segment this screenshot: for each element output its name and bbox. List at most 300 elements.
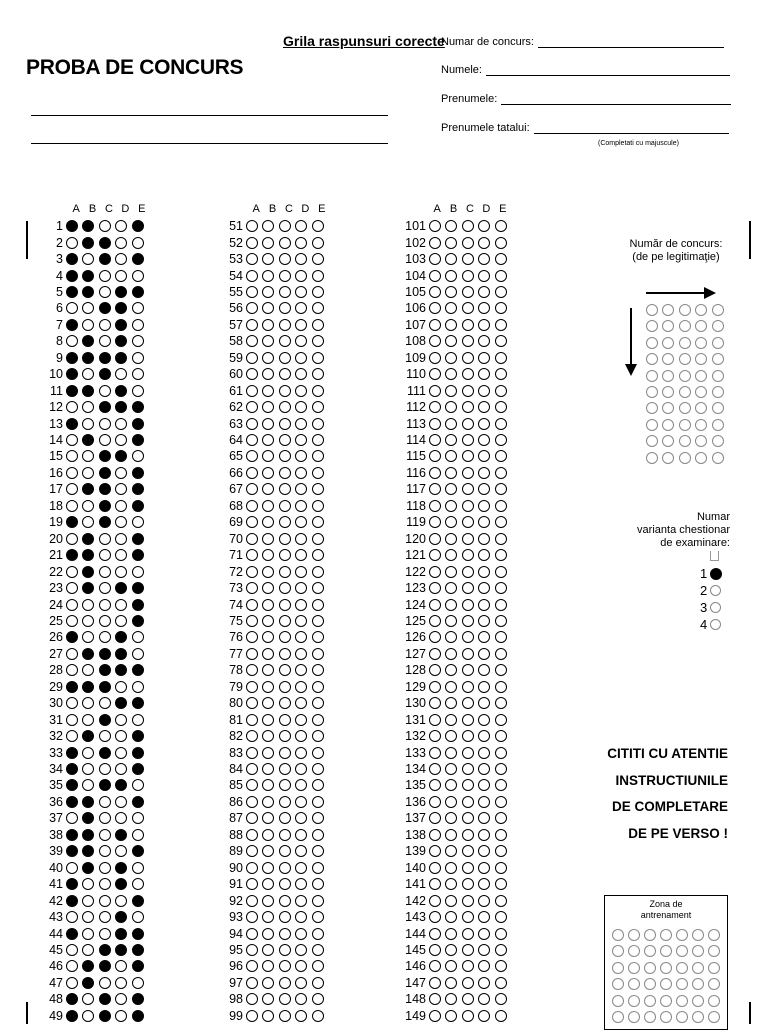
answer-bubble-c[interactable] — [462, 763, 474, 775]
answer-bubble-d[interactable] — [295, 763, 307, 775]
answer-bubble-b[interactable] — [262, 993, 274, 1005]
answer-bubble-a[interactable] — [246, 829, 258, 841]
grid-bubble[interactable] — [679, 304, 691, 316]
answer-bubble-c[interactable] — [279, 977, 291, 989]
answer-bubble-b[interactable] — [262, 960, 274, 972]
answer-bubble-e[interactable] — [312, 368, 324, 380]
answer-bubble-a[interactable] — [429, 681, 441, 693]
answer-bubble-e[interactable] — [495, 566, 507, 578]
grid-bubble[interactable] — [646, 435, 658, 447]
answer-bubble-b[interactable] — [262, 944, 274, 956]
answer-bubble-e[interactable] — [495, 467, 507, 479]
grid-bubble[interactable] — [695, 353, 707, 365]
answer-bubble-d[interactable] — [295, 450, 307, 462]
answer-bubble-a[interactable] — [429, 253, 441, 265]
answer-bubble-e[interactable] — [312, 516, 324, 528]
answer-bubble-d[interactable] — [115, 664, 127, 676]
grid-bubble[interactable] — [662, 353, 674, 365]
answer-bubble-c[interactable] — [99, 401, 111, 413]
answer-bubble-a[interactable] — [66, 812, 78, 824]
answer-bubble-c[interactable] — [99, 697, 111, 709]
answer-bubble-a[interactable] — [246, 911, 258, 923]
answer-bubble-e[interactable] — [312, 845, 324, 857]
answer-bubble-a[interactable] — [429, 516, 441, 528]
answer-bubble-d[interactable] — [295, 533, 307, 545]
answer-bubble-c[interactable] — [279, 302, 291, 314]
answer-bubble-a[interactable] — [246, 549, 258, 561]
answer-bubble-e[interactable] — [312, 878, 324, 890]
answer-bubble-d[interactable] — [115, 631, 127, 643]
variant-bubble[interactable] — [710, 568, 722, 580]
answer-bubble-b[interactable] — [445, 895, 457, 907]
answer-bubble-c[interactable] — [99, 895, 111, 907]
answer-bubble-c[interactable] — [99, 714, 111, 726]
answer-bubble-a[interactable] — [66, 467, 78, 479]
answer-bubble-b[interactable] — [445, 697, 457, 709]
grid-bubble[interactable] — [628, 1011, 640, 1023]
answer-bubble-d[interactable] — [478, 302, 490, 314]
answer-bubble-d[interactable] — [478, 533, 490, 545]
answer-bubble-b[interactable] — [82, 599, 94, 611]
answer-bubble-b[interactable] — [82, 977, 94, 989]
answer-bubble-d[interactable] — [295, 812, 307, 824]
answer-bubble-b[interactable] — [262, 302, 274, 314]
answer-bubble-e[interactable] — [495, 993, 507, 1005]
answer-bubble-c[interactable] — [99, 747, 111, 759]
grid-bubble[interactable] — [662, 370, 674, 382]
answer-bubble-e[interactable] — [132, 434, 144, 446]
answer-bubble-c[interactable] — [462, 648, 474, 660]
answer-bubble-d[interactable] — [295, 648, 307, 660]
answer-bubble-b[interactable] — [82, 483, 94, 495]
answer-bubble-e[interactable] — [495, 845, 507, 857]
answer-bubble-a[interactable] — [246, 483, 258, 495]
answer-bubble-e[interactable] — [312, 730, 324, 742]
answer-bubble-a[interactable] — [66, 418, 78, 430]
grid-bubble[interactable] — [612, 945, 624, 957]
answer-bubble-b[interactable] — [82, 763, 94, 775]
answer-bubble-c[interactable] — [99, 977, 111, 989]
answer-bubble-b[interactable] — [82, 845, 94, 857]
answer-bubble-b[interactable] — [445, 862, 457, 874]
grid-bubble[interactable] — [660, 945, 672, 957]
answer-bubble-d[interactable] — [478, 648, 490, 660]
answer-bubble-e[interactable] — [132, 418, 144, 430]
answer-bubble-e[interactable] — [495, 730, 507, 742]
answer-bubble-c[interactable] — [279, 401, 291, 413]
answer-bubble-c[interactable] — [462, 434, 474, 446]
answer-bubble-c[interactable] — [279, 730, 291, 742]
answer-bubble-a[interactable] — [429, 599, 441, 611]
answer-bubble-a[interactable] — [429, 401, 441, 413]
answer-bubble-d[interactable] — [478, 467, 490, 479]
answer-bubble-b[interactable] — [262, 434, 274, 446]
grid-bubble[interactable] — [646, 370, 658, 382]
answer-bubble-d[interactable] — [295, 862, 307, 874]
answer-bubble-b[interactable] — [262, 681, 274, 693]
answer-bubble-b[interactable] — [82, 253, 94, 265]
answer-bubble-d[interactable] — [295, 500, 307, 512]
answer-bubble-d[interactable] — [478, 450, 490, 462]
answer-bubble-a[interactable] — [246, 566, 258, 578]
answer-bubble-d[interactable] — [115, 533, 127, 545]
answer-bubble-d[interactable] — [478, 582, 490, 594]
answer-bubble-b[interactable] — [82, 582, 94, 594]
answer-bubble-b[interactable] — [445, 582, 457, 594]
answer-bubble-b[interactable] — [262, 418, 274, 430]
answer-bubble-a[interactable] — [429, 368, 441, 380]
answer-bubble-e[interactable] — [312, 302, 324, 314]
answer-bubble-c[interactable] — [99, 483, 111, 495]
answer-bubble-c[interactable] — [99, 779, 111, 791]
grid-bubble[interactable] — [612, 995, 624, 1007]
answer-bubble-c[interactable] — [462, 697, 474, 709]
father-name-field[interactable] — [441, 122, 729, 134]
answer-bubble-e[interactable] — [312, 993, 324, 1005]
answer-bubble-c[interactable] — [279, 335, 291, 347]
answer-bubble-d[interactable] — [478, 697, 490, 709]
answer-bubble-d[interactable] — [478, 599, 490, 611]
answer-bubble-e[interactable] — [132, 467, 144, 479]
answer-bubble-e[interactable] — [312, 418, 324, 430]
grid-bubble[interactable] — [612, 978, 624, 990]
answer-bubble-a[interactable] — [246, 928, 258, 940]
answer-bubble-a[interactable] — [246, 418, 258, 430]
answer-bubble-b[interactable] — [82, 450, 94, 462]
grid-bubble[interactable] — [644, 945, 656, 957]
answer-bubble-e[interactable] — [495, 253, 507, 265]
answer-bubble-b[interactable] — [262, 352, 274, 364]
answer-bubble-d[interactable] — [478, 566, 490, 578]
answer-bubble-e[interactable] — [312, 862, 324, 874]
answer-bubble-b[interactable] — [445, 467, 457, 479]
answer-bubble-d[interactable] — [295, 418, 307, 430]
answer-bubble-a[interactable] — [429, 549, 441, 561]
answer-bubble-c[interactable] — [279, 993, 291, 1005]
answer-bubble-d[interactable] — [295, 878, 307, 890]
answer-bubble-e[interactable] — [495, 418, 507, 430]
answer-bubble-a[interactable] — [246, 270, 258, 282]
answer-bubble-a[interactable] — [66, 862, 78, 874]
answer-bubble-e[interactable] — [132, 483, 144, 495]
grid-bubble[interactable] — [679, 370, 691, 382]
answer-bubble-a[interactable] — [66, 747, 78, 759]
answer-bubble-e[interactable] — [312, 895, 324, 907]
answer-bubble-e[interactable] — [132, 631, 144, 643]
answer-bubble-c[interactable] — [462, 664, 474, 676]
answer-bubble-d[interactable] — [115, 418, 127, 430]
grid-bubble[interactable] — [660, 978, 672, 990]
answer-bubble-d[interactable] — [295, 730, 307, 742]
answer-bubble-d[interactable] — [115, 582, 127, 594]
answer-bubble-a[interactable] — [429, 385, 441, 397]
answer-bubble-b[interactable] — [262, 845, 274, 857]
grid-bubble[interactable] — [679, 419, 691, 431]
answer-bubble-e[interactable] — [312, 928, 324, 940]
answer-bubble-e[interactable] — [132, 878, 144, 890]
answer-bubble-d[interactable] — [478, 352, 490, 364]
answer-bubble-c[interactable] — [279, 483, 291, 495]
answer-bubble-a[interactable] — [429, 335, 441, 347]
answer-bubble-b[interactable] — [445, 368, 457, 380]
answer-bubble-e[interactable] — [495, 648, 507, 660]
answer-bubble-e[interactable] — [132, 319, 144, 331]
answer-bubble-a[interactable] — [429, 467, 441, 479]
answer-bubble-d[interactable] — [478, 286, 490, 298]
answer-bubble-c[interactable] — [462, 302, 474, 314]
answer-bubble-e[interactable] — [132, 533, 144, 545]
grid-bubble[interactable] — [695, 320, 707, 332]
answer-bubble-a[interactable] — [246, 697, 258, 709]
answer-bubble-e[interactable] — [312, 664, 324, 676]
answer-bubble-e[interactable] — [495, 829, 507, 841]
answer-bubble-d[interactable] — [478, 928, 490, 940]
answer-bubble-a[interactable] — [66, 845, 78, 857]
answer-bubble-c[interactable] — [462, 516, 474, 528]
answer-bubble-c[interactable] — [279, 270, 291, 282]
answer-bubble-b[interactable] — [445, 253, 457, 265]
answer-bubble-c[interactable] — [99, 500, 111, 512]
answer-bubble-d[interactable] — [478, 763, 490, 775]
answer-bubble-b[interactable] — [82, 434, 94, 446]
answer-bubble-a[interactable] — [66, 368, 78, 380]
answer-bubble-d[interactable] — [478, 664, 490, 676]
answer-bubble-d[interactable] — [478, 993, 490, 1005]
answer-bubble-d[interactable] — [295, 434, 307, 446]
answer-bubble-a[interactable] — [429, 434, 441, 446]
answer-bubble-c[interactable] — [279, 220, 291, 232]
answer-bubble-c[interactable] — [279, 418, 291, 430]
grid-bubble[interactable] — [695, 419, 707, 431]
answer-bubble-b[interactable] — [262, 500, 274, 512]
answer-bubble-a[interactable] — [246, 335, 258, 347]
answer-bubble-e[interactable] — [132, 977, 144, 989]
answer-bubble-d[interactable] — [115, 319, 127, 331]
answer-bubble-e[interactable] — [132, 220, 144, 232]
answer-bubble-b[interactable] — [445, 763, 457, 775]
grid-bubble[interactable] — [662, 419, 674, 431]
answer-bubble-a[interactable] — [246, 401, 258, 413]
answer-bubble-b[interactable] — [262, 648, 274, 660]
answer-bubble-a[interactable] — [246, 993, 258, 1005]
answer-bubble-c[interactable] — [462, 352, 474, 364]
answer-bubble-b[interactable] — [82, 878, 94, 890]
answer-bubble-e[interactable] — [312, 812, 324, 824]
answer-bubble-c[interactable] — [99, 237, 111, 249]
answer-bubble-a[interactable] — [66, 730, 78, 742]
answer-bubble-d[interactable] — [115, 714, 127, 726]
answer-bubble-d[interactable] — [295, 335, 307, 347]
answer-bubble-a[interactable] — [66, 664, 78, 676]
answer-bubble-b[interactable] — [82, 418, 94, 430]
answer-bubble-a[interactable] — [429, 664, 441, 676]
answer-bubble-e[interactable] — [495, 582, 507, 594]
answer-bubble-b[interactable] — [82, 1010, 94, 1022]
answer-bubble-a[interactable] — [429, 582, 441, 594]
answer-bubble-e[interactable] — [312, 648, 324, 660]
grid-bubble[interactable] — [712, 337, 724, 349]
answer-bubble-d[interactable] — [115, 960, 127, 972]
grid-bubble[interactable] — [646, 304, 658, 316]
answer-bubble-a[interactable] — [429, 944, 441, 956]
answer-bubble-b[interactable] — [82, 401, 94, 413]
answer-bubble-a[interactable] — [66, 599, 78, 611]
answer-bubble-b[interactable] — [445, 845, 457, 857]
answer-bubble-d[interactable] — [295, 352, 307, 364]
answer-bubble-e[interactable] — [132, 714, 144, 726]
grid-bubble[interactable] — [712, 402, 724, 414]
grid-bubble[interactable] — [646, 337, 658, 349]
answer-bubble-c[interactable] — [99, 648, 111, 660]
answer-bubble-a[interactable] — [429, 763, 441, 775]
answer-bubble-b[interactable] — [445, 993, 457, 1005]
answer-bubble-b[interactable] — [445, 796, 457, 808]
answer-bubble-a[interactable] — [66, 928, 78, 940]
variant-option-1[interactable] — [700, 566, 722, 581]
answer-bubble-a[interactable] — [66, 960, 78, 972]
answer-bubble-c[interactable] — [462, 993, 474, 1005]
answer-bubble-e[interactable] — [495, 500, 507, 512]
answer-bubble-b[interactable] — [262, 467, 274, 479]
answer-bubble-c[interactable] — [279, 253, 291, 265]
answer-bubble-b[interactable] — [82, 730, 94, 742]
answer-bubble-b[interactable] — [82, 220, 94, 232]
answer-bubble-e[interactable] — [132, 960, 144, 972]
answer-bubble-e[interactable] — [312, 1010, 324, 1022]
answer-bubble-c[interactable] — [462, 566, 474, 578]
answer-bubble-a[interactable] — [66, 385, 78, 397]
answer-bubble-b[interactable] — [445, 631, 457, 643]
answer-bubble-b[interactable] — [82, 714, 94, 726]
answer-bubble-c[interactable] — [99, 1010, 111, 1022]
answer-bubble-e[interactable] — [312, 714, 324, 726]
answer-bubble-c[interactable] — [462, 270, 474, 282]
answer-bubble-a[interactable] — [246, 286, 258, 298]
grid-bubble[interactable] — [644, 1011, 656, 1023]
grid-bubble[interactable] — [644, 978, 656, 990]
answer-bubble-d[interactable] — [295, 993, 307, 1005]
answer-bubble-a[interactable] — [246, 648, 258, 660]
answer-bubble-e[interactable] — [312, 500, 324, 512]
answer-bubble-c[interactable] — [279, 960, 291, 972]
answer-bubble-a[interactable] — [66, 1010, 78, 1022]
grid-bubble[interactable] — [692, 978, 704, 990]
grid-bubble[interactable] — [660, 995, 672, 1007]
answer-bubble-d[interactable] — [478, 253, 490, 265]
answer-bubble-b[interactable] — [445, 483, 457, 495]
answer-bubble-d[interactable] — [295, 664, 307, 676]
answer-bubble-a[interactable] — [246, 631, 258, 643]
answer-bubble-b[interactable] — [82, 467, 94, 479]
answer-bubble-e[interactable] — [132, 500, 144, 512]
answer-bubble-d[interactable] — [115, 270, 127, 282]
answer-bubble-e[interactable] — [132, 615, 144, 627]
answer-bubble-a[interactable] — [66, 516, 78, 528]
answer-bubble-a[interactable] — [429, 270, 441, 282]
answer-bubble-e[interactable] — [495, 664, 507, 676]
answer-bubble-e[interactable] — [495, 944, 507, 956]
answer-bubble-a[interactable] — [429, 977, 441, 989]
answer-bubble-d[interactable] — [295, 1010, 307, 1022]
answer-bubble-b[interactable] — [82, 944, 94, 956]
grid-bubble[interactable] — [679, 353, 691, 365]
answer-bubble-c[interactable] — [99, 418, 111, 430]
answer-bubble-d[interactable] — [478, 895, 490, 907]
answer-bubble-a[interactable] — [429, 862, 441, 874]
answer-bubble-b[interactable] — [82, 812, 94, 824]
answer-bubble-b[interactable] — [445, 286, 457, 298]
answer-bubble-a[interactable] — [246, 747, 258, 759]
answer-bubble-e[interactable] — [132, 862, 144, 874]
answer-bubble-b[interactable] — [82, 549, 94, 561]
answer-bubble-d[interactable] — [115, 878, 127, 890]
answer-bubble-a[interactable] — [429, 796, 441, 808]
answer-bubble-d[interactable] — [478, 615, 490, 627]
answer-bubble-d[interactable] — [478, 944, 490, 956]
answer-bubble-b[interactable] — [82, 615, 94, 627]
answer-bubble-c[interactable] — [462, 500, 474, 512]
variant-bubble[interactable] — [710, 602, 721, 613]
answer-bubble-e[interactable] — [495, 368, 507, 380]
answer-bubble-c[interactable] — [462, 450, 474, 462]
grid-bubble[interactable] — [612, 929, 624, 941]
grid-bubble[interactable] — [679, 452, 691, 464]
answer-bubble-d[interactable] — [478, 796, 490, 808]
answer-bubble-c[interactable] — [462, 286, 474, 298]
answer-bubble-c[interactable] — [462, 960, 474, 972]
answer-bubble-b[interactable] — [445, 434, 457, 446]
variant-option-2[interactable] — [700, 583, 721, 598]
answer-bubble-e[interactable] — [132, 335, 144, 347]
answer-bubble-b[interactable] — [262, 286, 274, 298]
answer-bubble-b[interactable] — [82, 796, 94, 808]
answer-bubble-d[interactable] — [115, 253, 127, 265]
answer-bubble-a[interactable] — [66, 714, 78, 726]
answer-bubble-c[interactable] — [462, 237, 474, 249]
answer-bubble-a[interactable] — [246, 582, 258, 594]
answer-bubble-e[interactable] — [132, 286, 144, 298]
answer-bubble-a[interactable] — [66, 944, 78, 956]
answer-bubble-e[interactable] — [495, 812, 507, 824]
answer-bubble-c[interactable] — [99, 302, 111, 314]
answer-bubble-c[interactable] — [279, 286, 291, 298]
answer-bubble-b[interactable] — [445, 352, 457, 364]
answer-bubble-a[interactable] — [246, 516, 258, 528]
answer-bubble-a[interactable] — [66, 911, 78, 923]
answer-bubble-c[interactable] — [462, 582, 474, 594]
answer-bubble-b[interactable] — [445, 533, 457, 545]
answer-bubble-d[interactable] — [295, 895, 307, 907]
answer-bubble-a[interactable] — [66, 237, 78, 249]
answer-bubble-d[interactable] — [478, 1010, 490, 1022]
answer-bubble-b[interactable] — [82, 286, 94, 298]
answer-bubble-a[interactable] — [66, 401, 78, 413]
answer-bubble-e[interactable] — [312, 697, 324, 709]
answer-bubble-b[interactable] — [445, 714, 457, 726]
answer-bubble-e[interactable] — [132, 352, 144, 364]
answer-bubble-d[interactable] — [295, 944, 307, 956]
answer-bubble-d[interactable] — [478, 829, 490, 841]
answer-bubble-c[interactable] — [99, 450, 111, 462]
answer-bubble-e[interactable] — [495, 697, 507, 709]
answer-bubble-a[interactable] — [246, 730, 258, 742]
grid-bubble[interactable] — [644, 962, 656, 974]
answer-bubble-d[interactable] — [115, 237, 127, 249]
answer-bubble-b[interactable] — [262, 747, 274, 759]
answer-bubble-c[interactable] — [99, 286, 111, 298]
answer-bubble-b[interactable] — [445, 664, 457, 676]
answer-bubble-d[interactable] — [295, 829, 307, 841]
